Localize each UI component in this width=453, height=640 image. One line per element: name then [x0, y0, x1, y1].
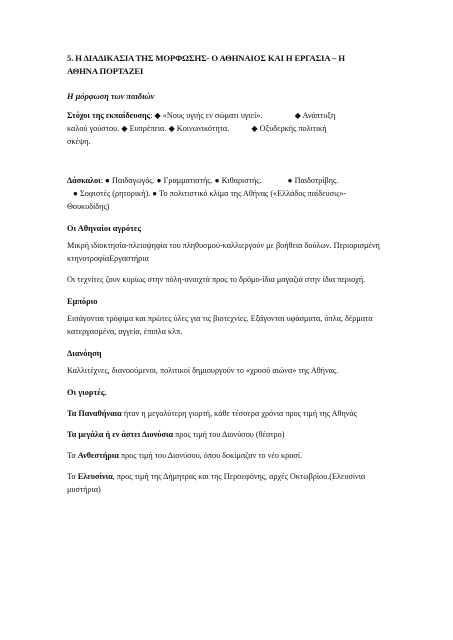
festival-eleusinia	[67, 470, 397, 496]
diamond-bullet-icon: ◆	[154, 111, 161, 120]
diamond-bullet-icon: ◆	[168, 124, 175, 133]
intellect-paragraph: Καλλιτέχνες, διανοούμενοι, πολιτικοί δημιουργούν το «χρυσό αιώνα» της Αθήνας.	[67, 366, 339, 375]
circle-bullet-icon: ●	[105, 176, 110, 185]
goal-item-continued: σκέψη.	[67, 137, 91, 146]
diamond-bullet-icon: ◆	[294, 111, 301, 120]
teacher-item: Γραμματιστής.	[163, 176, 213, 185]
trade-paragraph: Εισάγονται τρόφιμα και πρώτες ύλες για τις βιοτεχνίες. Εξάγονται υφάσματα, όπλα, δέρματα κατεργασμένα, αγγεία, έπιπλα κλπ.	[67, 314, 373, 336]
document-title	[67, 52, 397, 78]
farmers-paragraph-1: Μικρή ιδιοκτησία-πλειοψηφία του πληθυσμού-καλλιεργούν με βοήθεια δούλων. Περιορισμένη κτηνοτροφίαΕργαστήρια	[67, 241, 380, 263]
circle-bullet-icon: ●	[287, 176, 293, 185]
teachers-separator: :	[100, 176, 103, 185]
circle-bullet-icon: ●	[156, 176, 162, 185]
festival-description: προς τιμή του Διονύσου (θέατρο)	[173, 430, 285, 439]
circle-bullet-icon: ●	[152, 189, 158, 198]
festival-anthesteria	[67, 449, 397, 462]
goal-item: Οξυδερκής πολιτική	[259, 124, 327, 133]
section-heading-farmers: Οι Αθηναίοι αγρότες	[67, 224, 142, 233]
festival-name: Τα Παναθήναια	[67, 409, 122, 418]
diamond-bullet-icon: ◆	[251, 124, 258, 133]
festival-article: Τα	[67, 472, 78, 481]
teachers-label: Δάσκαλοι	[67, 176, 101, 185]
circle-bullet-icon: ●	[214, 176, 220, 185]
goal-item: Ευπρέπεια.	[129, 124, 167, 133]
teacher-item: Σοφιστές (ρητορική).	[80, 189, 151, 198]
goals-label: Στόχοι της εκπαίδευσης	[67, 111, 151, 120]
goal-item: «Νους υγιής εν σώματι υγιεί».	[162, 111, 263, 120]
section-heading-intellect: Διανόηση	[67, 349, 102, 358]
festival-dionysia	[67, 428, 397, 441]
section-heading-festivals: Οι γιορτές.	[67, 388, 107, 397]
festival-description: ήταν η μεγαλύτερη γιορτή, κάθε τέσσερα χρόνια προς τιμή της Αθηνάς	[121, 409, 357, 418]
festival-name: Τα μεγάλα ή εν άστει Διονύσια	[67, 430, 174, 439]
section-heading-morfosi: Η μόρφωση των παιδιών	[67, 92, 155, 101]
goal-item: Ανάπτυξη	[302, 111, 336, 120]
goal-item: Κοινωνικότητα.	[176, 124, 230, 133]
teacher-item: Παιδαγωγός.	[112, 176, 155, 185]
teacher-item: Κιθαριστής.	[221, 176, 262, 185]
title-line-2: ΑΘΗΝΑ ΠΟΡΤΑΖΕΙ	[67, 66, 144, 76]
festival-name: Ελευσίνια	[77, 472, 113, 481]
teacher-item-continued: Θουκυδίδης)	[67, 202, 110, 211]
festival-description: προς τιμή του Διονύσου, όπου δοκίμαζαν το νέο κρασί.	[118, 451, 303, 460]
festival-name: Ανθεστήρια	[77, 451, 119, 460]
festival-panathenaia	[67, 407, 397, 420]
teacher-item: Το πολιτιστικό κλίμα της Αθήνας («Ελλάδος παίδευσις»-	[159, 189, 347, 198]
document-content	[67, 52, 397, 496]
teacher-item: Παιδοτρίβης.	[294, 176, 339, 185]
goals-paragraph	[67, 109, 397, 148]
circle-bullet-icon: ●	[73, 189, 78, 198]
festival-article: Τα	[67, 451, 78, 460]
section-heading-trade: Εμπόριο	[67, 297, 98, 306]
title-line-1: 5. Η ΔΙΑΔΙΚΑΣΙΑ ΤΗΣ ΜΟΡΦΩΣΗΣ- Ο ΑΘΗΝΑΙΟΣ ΚΑΙ Η ΕΡΓΑΣΙΑ – Η	[67, 53, 345, 63]
goals-separator: :	[150, 111, 153, 120]
festival-description: , προς τιμή της Δήμητρας και της Περσεφόνης, αρχές Οκτωβρίου.(Ελευσίνια μυστήρια)	[67, 472, 366, 494]
goal-item-continued: καλού γούστου.	[67, 124, 120, 133]
diamond-bullet-icon: ◆	[121, 124, 128, 133]
teachers-paragraph	[67, 174, 397, 213]
farmers-paragraph-2: Οι τεχνίτες ζουν κυρίως στην πόλη-ανοιχτά προς το δρόμο-ίδια μαγαζιά στην ίδια περιοχή.	[67, 275, 366, 284]
